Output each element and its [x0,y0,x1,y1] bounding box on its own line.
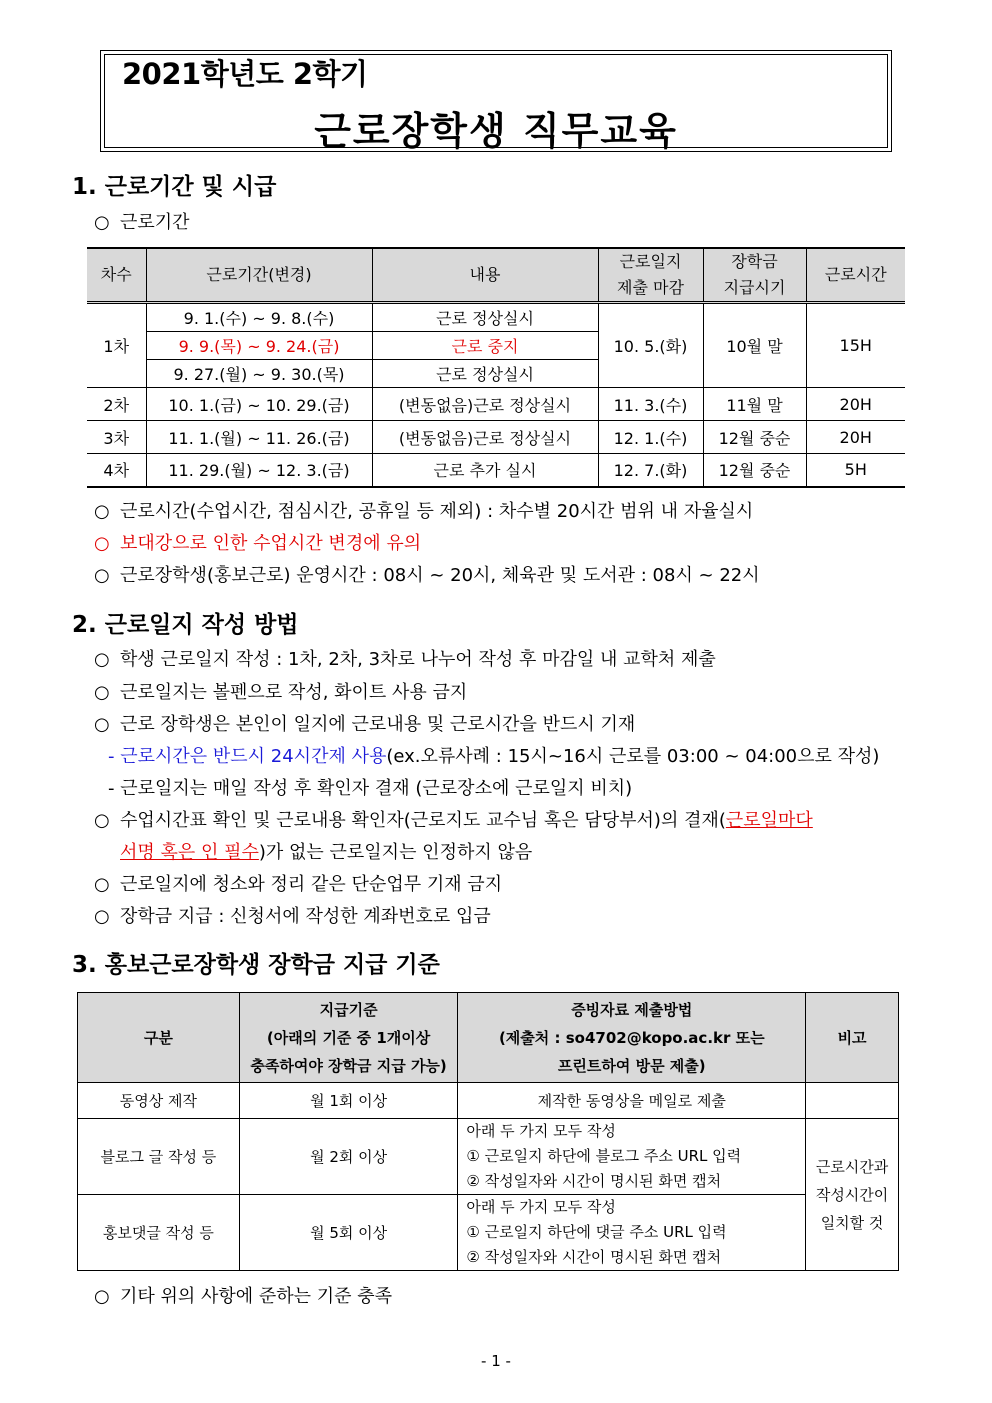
work-period-table [87,247,905,488]
criteria-cell: 월 2회 이상 [239,1119,458,1195]
round-cell: 2차 [87,388,146,421]
type-cell: 동영상 제작 [78,1083,240,1119]
type-cell: 홍보댓글 작성 등 [78,1195,240,1271]
deadline-cell: 12. 7.(화) [598,454,703,487]
payment-cell: 12월 중순 [703,454,806,487]
table-row [87,421,905,454]
scholarship-criteria-table [77,992,899,1271]
bullet-no-simple-task: ○ 근로일지에 청소와 정리 같은 단순업무 기재 금지 [94,874,503,895]
table-header-row [87,248,905,303]
hours-cell: 20H [806,388,905,421]
bullet-approval: ○ 수업시간표 확인 및 근로내용 확인자(근로지도 교수님 혹은 담당부서)의 결재(근로일마다 [94,810,813,831]
content-cell: 근로 정상실시 [372,303,598,332]
header-note: 비고 [806,993,899,1083]
content-cell: 근로 중지 [372,332,598,360]
type-cell: 블로그 글 작성 등 [78,1119,240,1195]
deadline-cell: 11. 3.(수) [598,388,703,421]
section-1-heading: 1. 근로기간 및 시급 [72,174,277,200]
dash-daily: - 근로일지는 매일 작성 후 확인자 결재 (근로장소에 근로일지 비치) [108,778,633,799]
header-deadline: 근로일지 제출 마감 [598,248,703,303]
main-title: 근로장학생 직무교육 [314,109,678,153]
header-period: 근로기간(변경) [146,248,372,303]
section-3-heading: 3. 홍보근로장학생 장학금 지급 기준 [72,952,440,978]
bullet-approval-cont: 서명 혹은 인 필수)가 없는 근로일지는 인정하지 않음 [120,842,533,863]
bullet-makeup-class: ○ 보대강으로 인한 수업시간 변경에 유의 [94,533,422,554]
table-row [87,454,905,487]
header-content: 내용 [372,248,598,303]
bullet-work-period: ○ 근로기간 [94,212,190,233]
proof-cell: 제작한 동영상을 메일로 제출 [458,1083,806,1119]
period-cell: 9. 1.(수) ~ 9. 8.(수) [146,303,372,332]
header-round: 차수 [87,248,146,303]
page-number: - 1 - [481,1352,511,1370]
period-cell: 10. 1.(금) ~ 10. 29.(금) [146,388,372,421]
round-cell: 1차 [87,303,146,388]
proof-cell: 아래 두 가지 모두 작성 ① 근로일지 하단에 댓글 주소 URL 입력 ② 작성일자와 시간이 명시된 화면 캡처 [458,1195,806,1271]
payment-cell: 11월 말 [703,388,806,421]
header-proof: 증빙자료 제출방법 (제출처 : so4702@kopo.ac.kr 또는 프린트하여 방문 제출) [458,993,806,1083]
bullet-other-criteria: ○ 기타 위의 사항에 준하는 기준 충족 [94,1286,393,1307]
period-cell: 9. 9.(목) ~ 9. 24.(금) [146,332,372,360]
header-criteria: 지급기준 (아래의 기준 중 1개이상 충족하여야 장학금 지급 가능) [239,993,458,1083]
bullet-ballpen: ○ 근로일지는 볼펜으로 작성, 화이트 사용 금지 [94,682,468,703]
section-2-heading: 2. 근로일지 작성 방법 [72,612,299,638]
header-type: 구분 [78,993,240,1083]
content-cell: 근로 정상실시 [372,360,598,388]
content-cell: (변동없음)근로 정상실시 [372,388,598,421]
round-cell: 3차 [87,421,146,454]
round-cell: 4차 [87,454,146,487]
note-cell: 근로시간과 작성시간이 일치할 것 [806,1119,899,1271]
payment-cell: 10월 말 [703,303,806,388]
table-row [87,388,905,421]
hours-cell: 20H [806,421,905,454]
table-header-row [78,993,899,1083]
deadline-cell: 12. 1.(수) [598,421,703,454]
bullet-log-submit: ○ 학생 근로일지 작성 : 1차, 2차, 3차로 나누어 작성 후 마감일 내 교학처 제출 [94,649,716,670]
header-payment: 장학금 지급시기 [703,248,806,303]
bullet-record: ○ 근로 장학생은 본인이 일지에 근로내용 및 근로시간을 반드시 기재 [94,714,636,735]
criteria-cell: 월 5회 이상 [239,1195,458,1271]
note-cell [806,1083,899,1119]
deadline-cell: 10. 5.(화) [598,303,703,388]
payment-cell: 12월 중순 [703,421,806,454]
content-cell: (변동없음)근로 정상실시 [372,421,598,454]
header-hours: 근로시간 [806,248,905,303]
table-row [78,1083,899,1119]
bullet-deposit: ○ 장학금 지급 : 신청서에 작성한 계좌번호로 입금 [94,906,491,927]
bullet-work-hours: ○ 근로시간(수업시간, 점심시간, 공휴일 등 제외) : 차수별 20시간 범위 내 자율실시 [94,501,754,522]
period-cell: 9. 27.(월) ~ 9. 30.(목) [146,360,372,388]
dash-24h: - 근로시간은 반드시 24시간제 사용(ex.오류사례 : 15시~16시 근로를 03:00 ~ 04:00으로 작성) [108,746,880,767]
table-row [78,1195,899,1271]
hours-cell: 5H [806,454,905,487]
period-cell: 11. 29.(월) ~ 12. 3.(금) [146,454,372,487]
content-cell: 근로 추가 실시 [372,454,598,487]
table-row [78,1119,899,1195]
proof-cell: 아래 두 가지 모두 작성 ① 근로일지 하단에 블로그 주소 URL 입력 ② 작성일자와 시간이 명시된 화면 캡처 [458,1119,806,1195]
year-title: 2021학년도 2학기 [122,57,368,91]
criteria-cell: 월 1회 이상 [239,1083,458,1119]
period-cell: 11. 1.(월) ~ 11. 26.(금) [146,421,372,454]
bullet-operating-hours: ○ 근로장학생(홍보근로) 운영시간 : 08시 ~ 20시, 체육관 및 도서관 : 08시 ~ 22시 [94,565,760,586]
table-row [87,303,905,332]
hours-cell: 15H [806,303,905,388]
